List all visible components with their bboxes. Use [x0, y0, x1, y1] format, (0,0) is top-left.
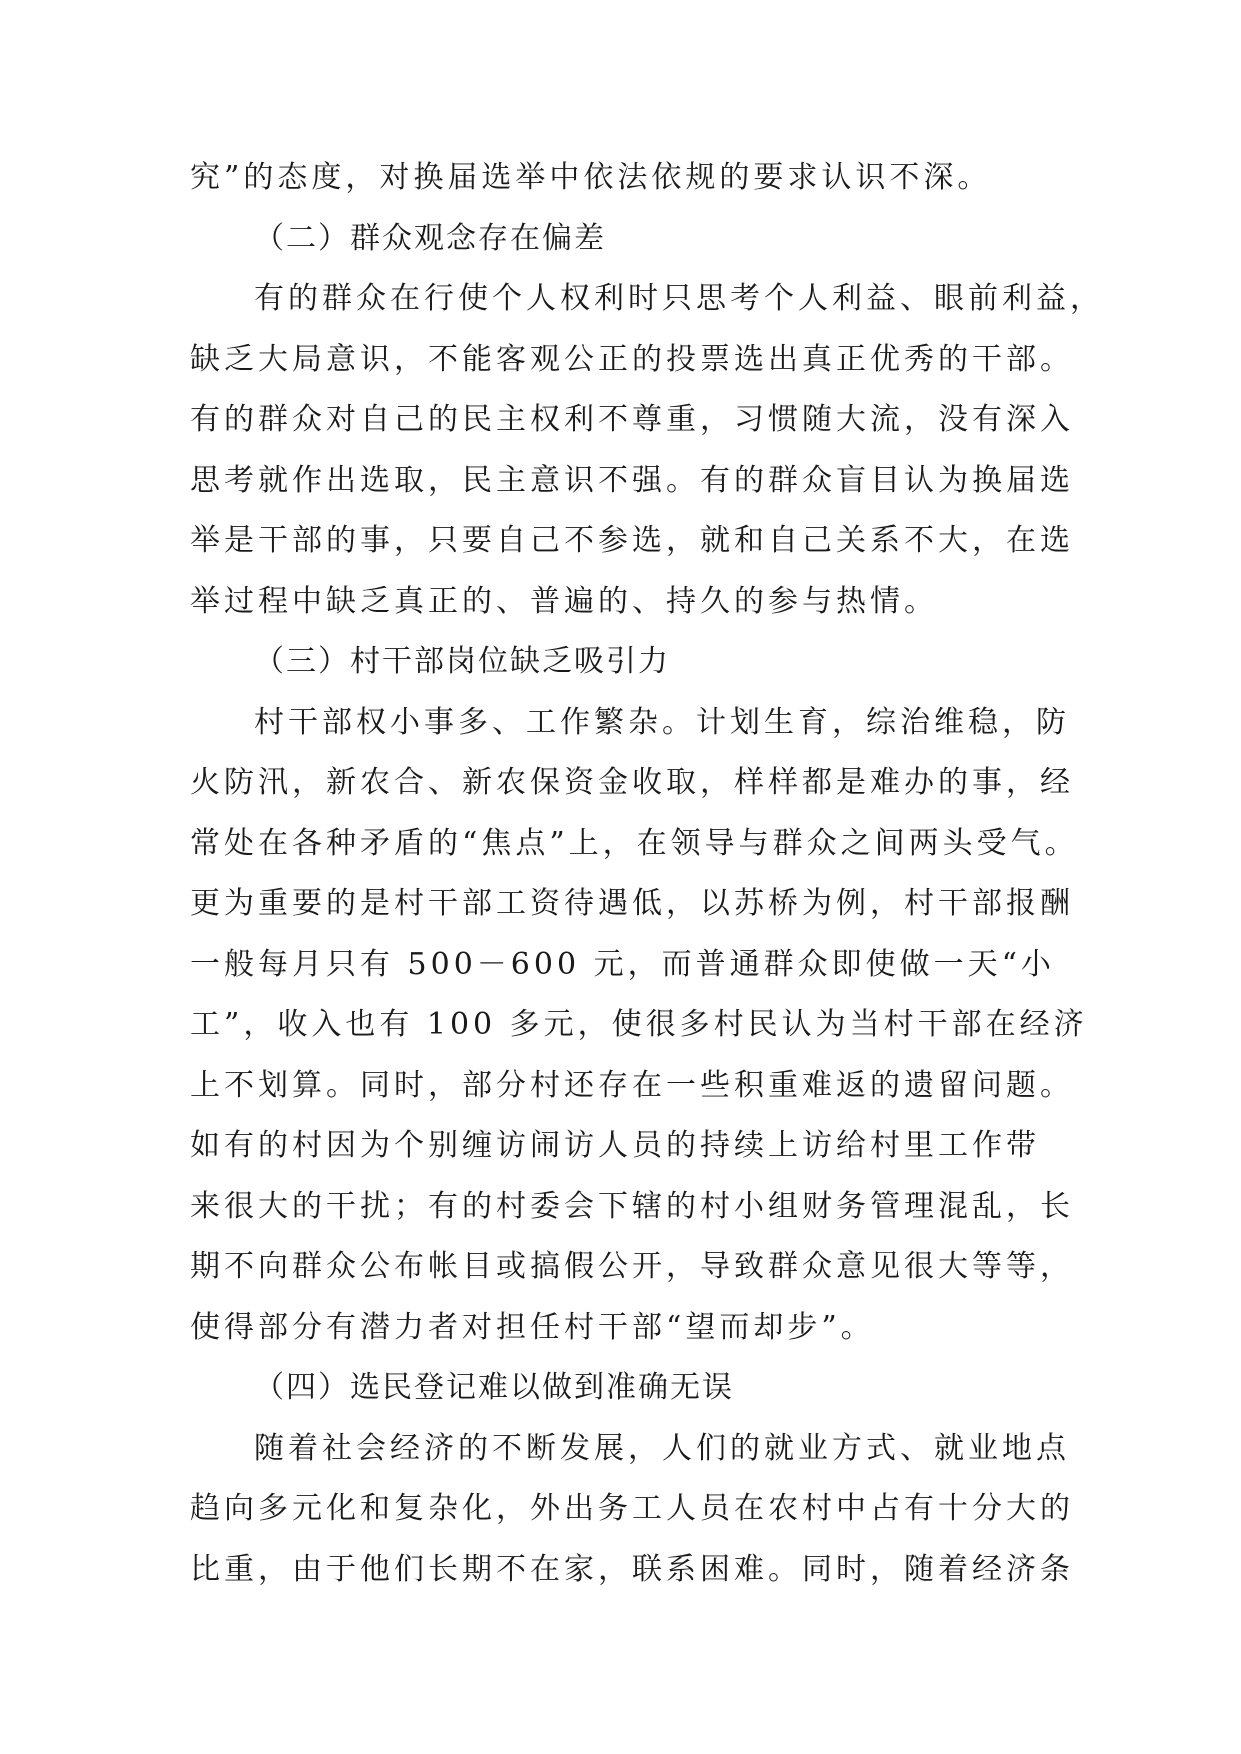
- paragraph-line: 缺乏大局意识，不能客观公正的投票选出真正优秀的干部。: [190, 342, 1074, 377]
- paragraph-line: 更为重要的是村干部工资待遇低，以苏桥为例，村干部报酬: [190, 886, 1074, 921]
- paragraph-line: 常处在各种矛盾的“焦点”上，在领导与群众之间两头受气。: [190, 826, 1079, 861]
- paragraph-line: 工”，收入也有 100 多元，使很多村民认为当村干部在经济: [190, 1007, 1088, 1042]
- paragraph-line: 有的群众对自己的民主权利不尊重，习惯随大流，没有深入: [190, 402, 1074, 437]
- paragraph-line: 期不向群众公布帐目或搞假公开，导致群众意见很大等等，: [190, 1249, 1074, 1284]
- paragraph-line: 一般每月只有 500－600 元，而普通群众即使做一天“小: [190, 947, 1055, 982]
- paragraph-line: 来很大的干扰；有的村委会下辖的村小组财务管理混乱，长: [190, 1189, 1074, 1224]
- paragraph-line: 思考就作出选取，民主意识不强。有的群众盲目认为换届选: [190, 463, 1074, 498]
- paragraph-line: 比重，由于他们长期不在家，联系困难。同时，随着经济条: [190, 1552, 1074, 1587]
- paragraph-line: 如有的村因为个别缠访闹访人员的持续上访给村里工作带: [190, 1128, 1040, 1163]
- section-heading-2: （二）群众观念存在偏差: [254, 221, 606, 256]
- paragraph-line: 举是干部的事，只要自己不参选，就和自己关系不大，在选: [190, 523, 1074, 558]
- paragraph-line: 上不划算。同时，部分村还存在一些积重难返的遗留问题。: [190, 1068, 1074, 1103]
- paragraph-line: 究”的态度，对换届选举中依法依规的要求认识不深。: [190, 160, 992, 195]
- paragraph-line: 趋向多元化和复杂化，外出务工人员在农村中占有十分大的: [190, 1491, 1074, 1526]
- section-heading-3: （三）村干部岗位缺乏吸引力: [254, 644, 670, 679]
- paragraph-line: 随着社会经济的不断发展，人们的就业方式、就业地点: [254, 1431, 1070, 1466]
- paragraph-line: 有的群众在行使个人权利时只思考个人利益、眼前利益，: [254, 281, 1104, 316]
- paragraph-line: 村干部权小事多、工作繁杂。计划生育，综治维稳，防: [254, 705, 1070, 740]
- section-heading-4: （四）选民登记难以做到准确无误: [254, 1370, 734, 1405]
- paragraph-line: 使得部分有潜力者对担任村干部“望而却步”。: [190, 1310, 875, 1345]
- paragraph-line: 举过程中缺乏真正的、普遍的、持久的参与热情。: [190, 584, 938, 619]
- paragraph-line: 火防汛，新农合、新农保资金收取，样样都是难办的事，经: [190, 765, 1074, 800]
